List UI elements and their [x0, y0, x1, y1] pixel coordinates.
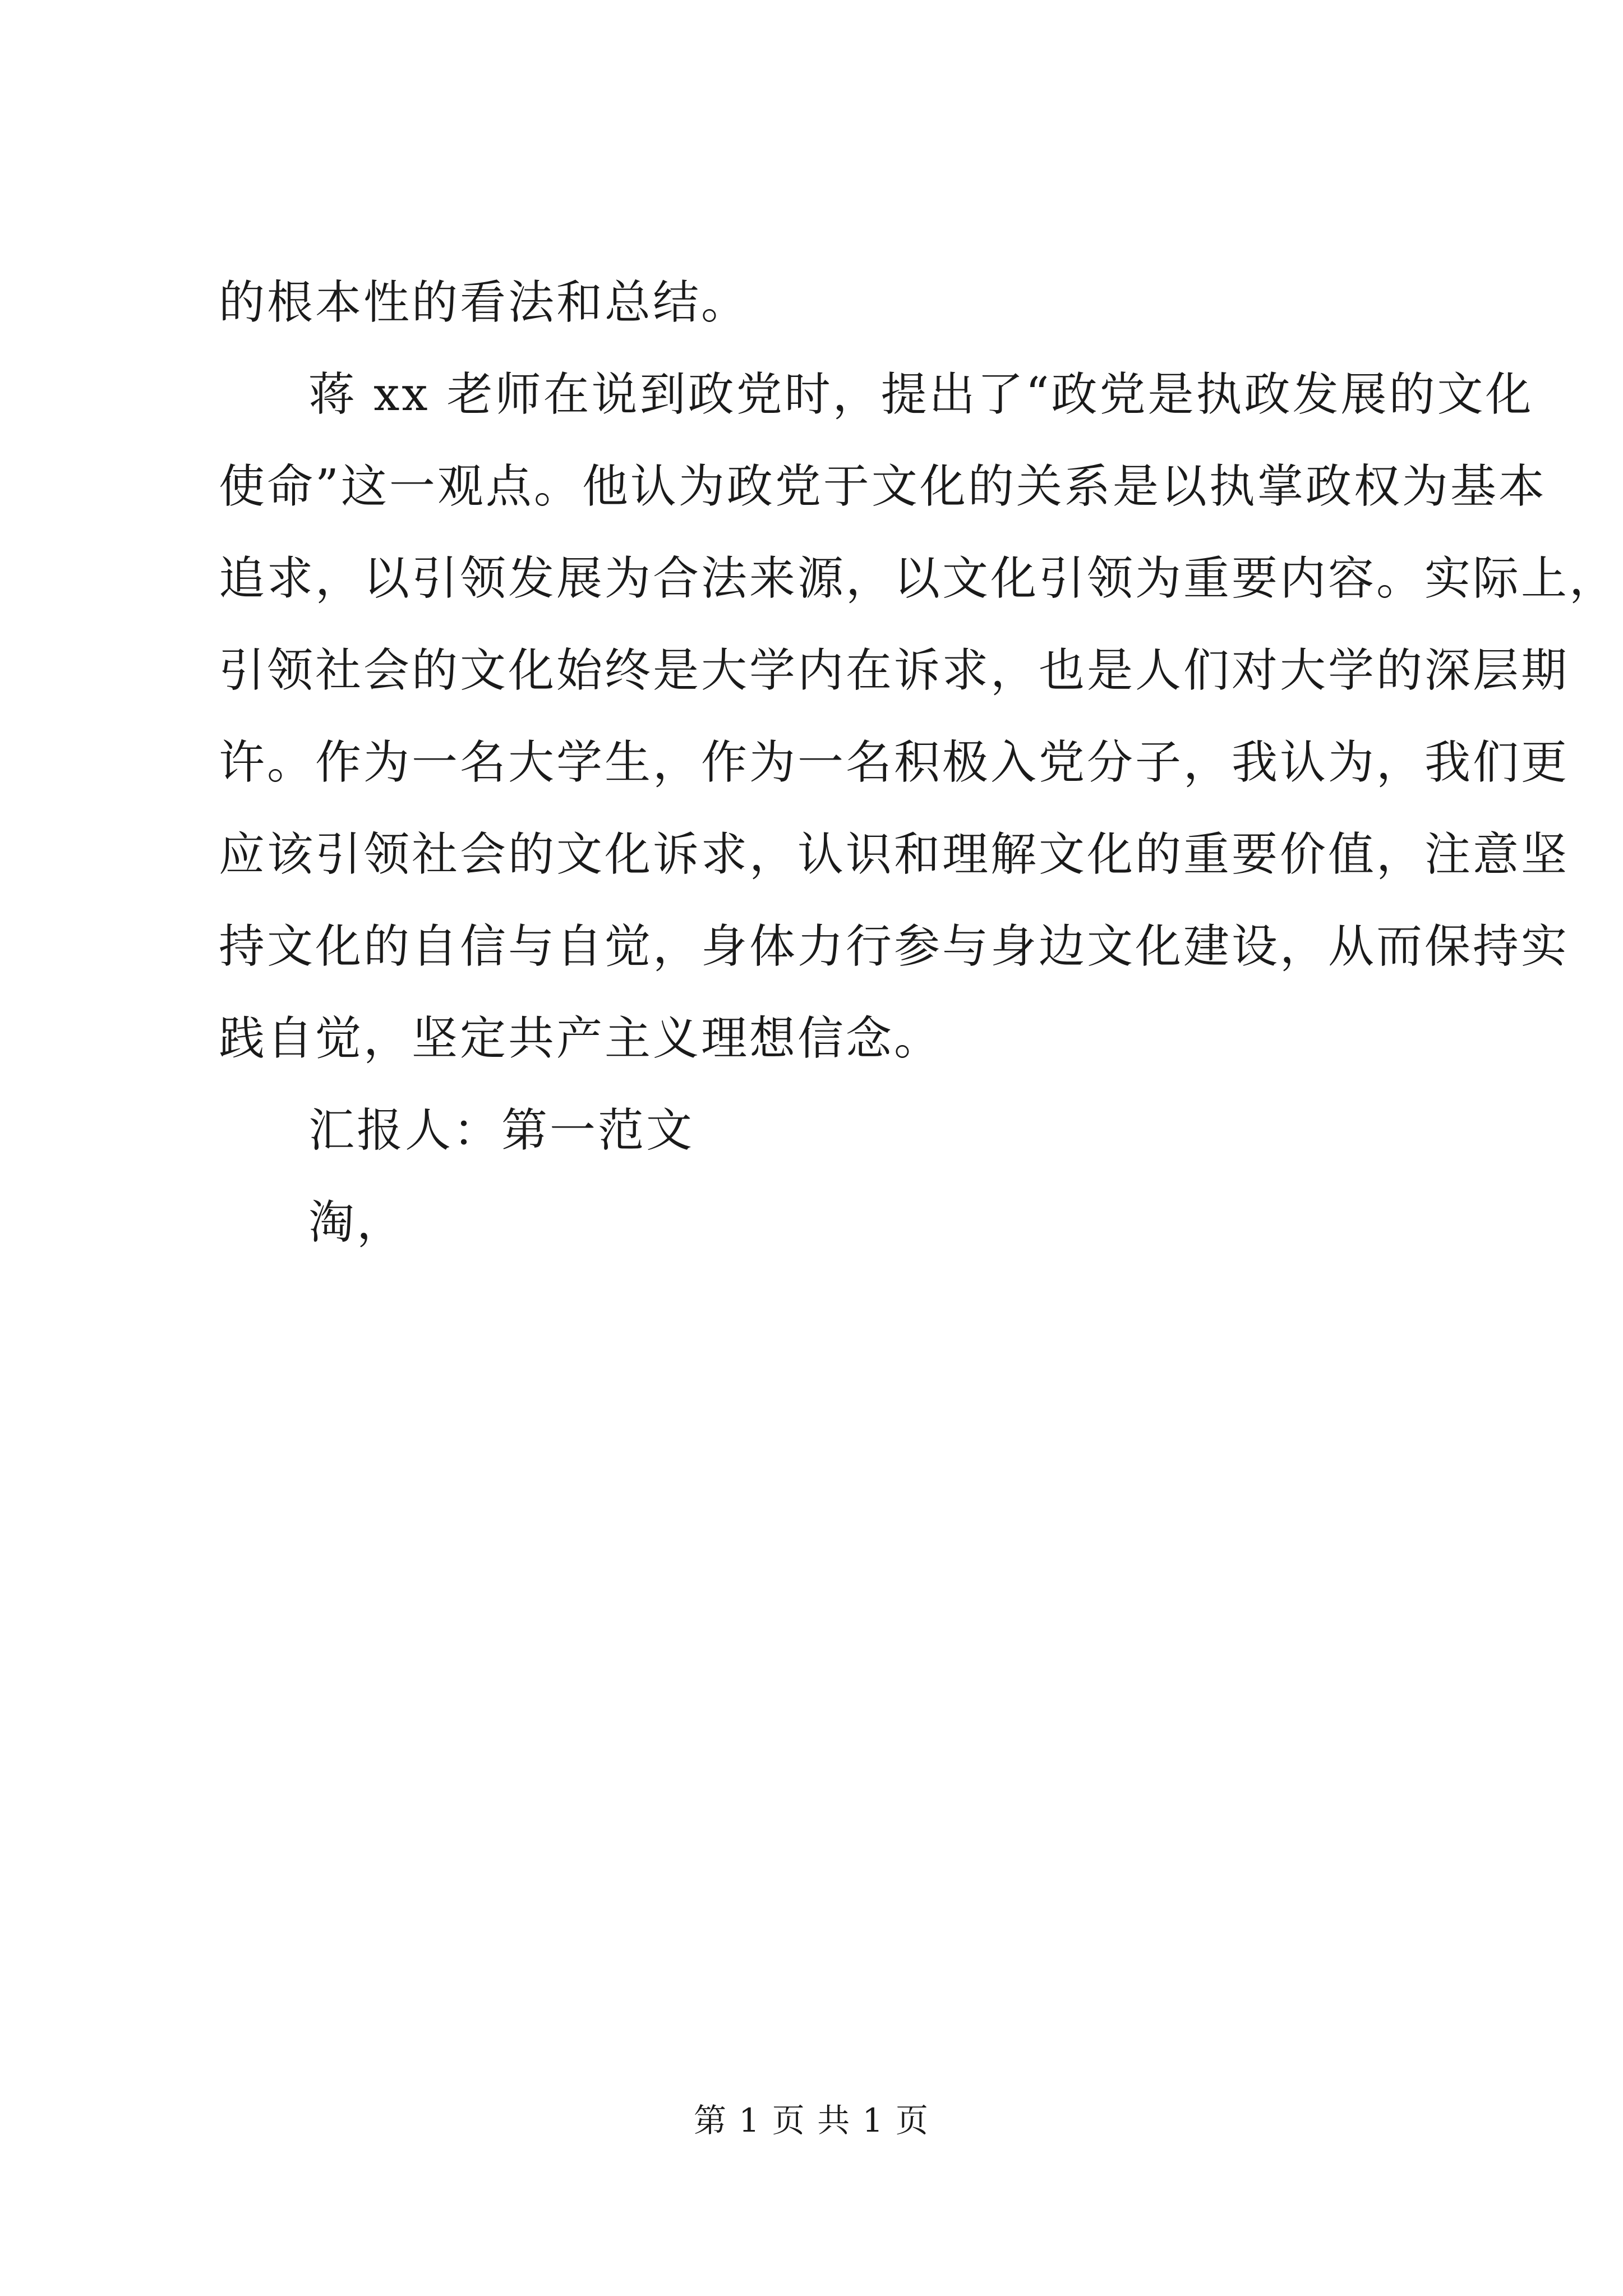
paragraph-first-line: 蒋 xx 老师在说到政党时，提出了“政党是执政发展的文化	[308, 368, 1534, 421]
text-line: 许。作为一名大学生，作为一名积极入党分子，我认为，我们更	[219, 736, 1570, 789]
closing-line: 淘，	[308, 1196, 405, 1249]
text-line: 的根本性的看法和总结。	[219, 276, 750, 329]
document-body	[219, 257, 1618, 1269]
text-line: 追求，以引领发展为合法来源，以文化引领为重要内容。实际上，	[219, 552, 1618, 605]
text-line: 引领社会的文化始终是大学内在诉求，也是人们对大学的深层期	[219, 644, 1570, 697]
text-line: 应该引领社会的文化诉求，认识和理解文化的重要价值，注意坚	[219, 828, 1570, 881]
reporter-line: 汇报人：第一范文	[308, 1104, 695, 1157]
text-line: 践自觉，坚定共产主义理想信念。	[219, 1012, 943, 1065]
text-line: 持文化的自信与自觉，身体力行参与身边文化建设，从而保持实	[219, 920, 1570, 973]
page-footer: 第 1 页 共 1 页	[694, 2101, 929, 2139]
text-line: 使命”这一观点。他认为政党于文化的关系是以执掌政权为基本	[219, 460, 1547, 513]
